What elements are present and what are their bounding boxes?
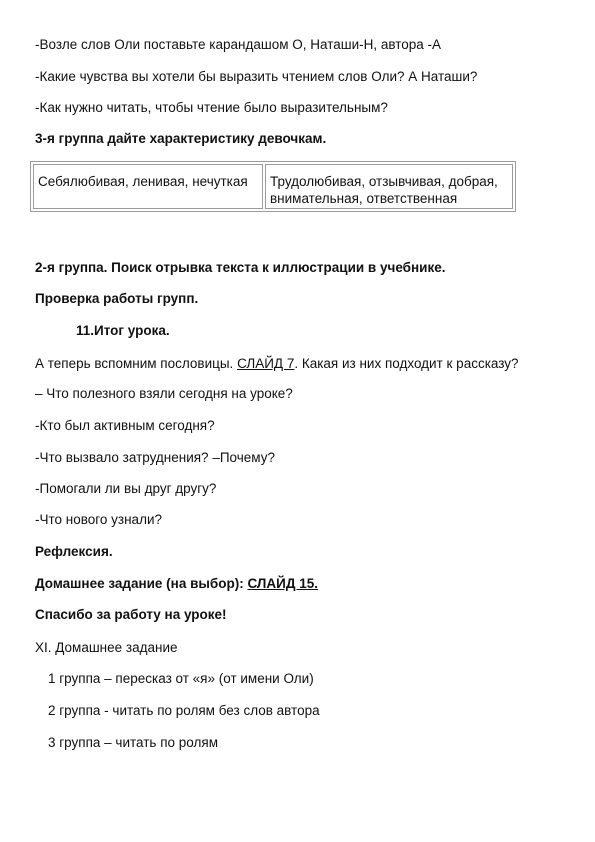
question-active: -Кто был активным сегодня? <box>35 418 215 433</box>
proverbs-line <box>35 356 519 372</box>
homework-choice-text: Домашнее задание (на выбор): <box>35 576 248 591</box>
table-cell-left <box>33 164 263 209</box>
table-cell-right-line-1: Трудолюбивая, отзывчивая, добрая, <box>270 174 498 189</box>
group-work-check: Проверка работы групп. <box>35 291 199 306</box>
group-3-task: 3-я группа дайте характеристику девочкам. <box>35 131 327 146</box>
homework-heading: XI. Домашнее задание <box>35 640 178 655</box>
table-cell-right <box>265 164 513 209</box>
homework-group-1: 1 группа – пересказ от «я» (от имени Оли) <box>48 671 314 686</box>
question-useful: – Что полезного взяли сегодня на уроке? <box>35 386 293 401</box>
slide-7-link[interactable]: СЛАЙД 7 <box>237 356 295 371</box>
question-new: -Что нового узнали? <box>35 512 162 527</box>
thanks-line: Спасибо за работу на уроке! <box>35 607 227 622</box>
homework-group-3: 3 группа – читать по ролям <box>48 735 218 750</box>
homework-group-2: 2 группа - читать по ролям без слов автора <box>48 703 320 718</box>
proverbs-text: А теперь вспомним пословицы. <box>35 356 238 371</box>
slide-15-link[interactable]: СЛАЙД 15. <box>247 576 318 591</box>
lesson-summary-heading: 11.Итог урока. <box>76 323 170 338</box>
instruction-mark-words: -Возле слов Оли поставьте карандашом О, Наташи-Н, автора -А <box>35 37 442 52</box>
table-cell-right-line-2: внимательная, ответственная <box>270 191 458 206</box>
proverbs-question: . Какая из них подходит к рассказу? <box>294 356 519 371</box>
question-feelings: -Какие чувства вы хотели бы выразить чтением слов Оли? А Наташи? <box>35 69 478 84</box>
characteristics-table <box>30 161 516 212</box>
table-cell-left-text: Себялюбивая, ленивая, нечуткая <box>38 174 248 189</box>
reflection-heading: Рефлексия. <box>35 544 113 559</box>
homework-choice-line <box>35 576 318 592</box>
question-expressive-reading: -Как нужно читать, чтобы чтение было выразительным? <box>35 100 388 115</box>
question-difficulties: -Что вызвало затруднения? –Почему? <box>35 450 275 465</box>
question-help: -Помогали ли вы друг другу? <box>35 481 217 496</box>
group-2-task: 2-я группа. Поиск отрывка текста к иллюстрации в учебнике. <box>35 260 446 275</box>
